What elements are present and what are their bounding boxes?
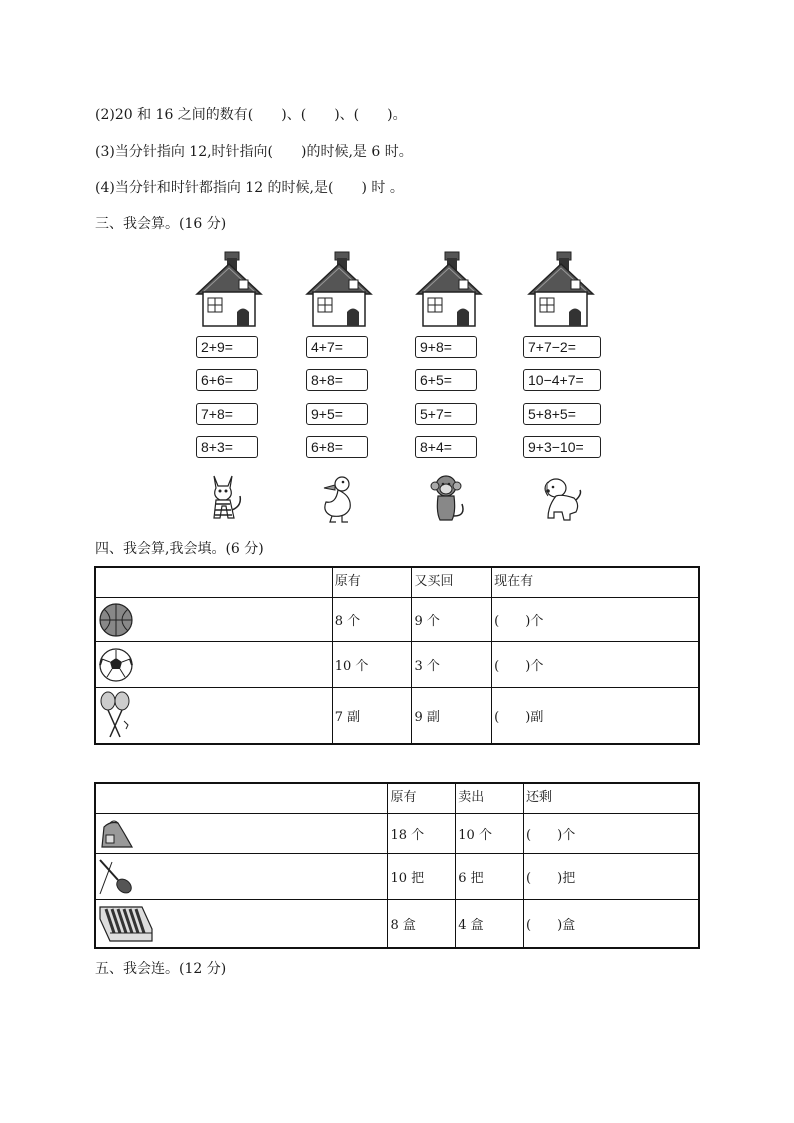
- violin-icon: [98, 858, 136, 896]
- equation-box[interactable]: 7+8=: [196, 403, 258, 425]
- header-cell: [95, 783, 388, 814]
- equation-box[interactable]: 10−4+7=: [523, 369, 601, 391]
- bought-cell: 3 个: [412, 642, 492, 688]
- equation-box[interactable]: 5+7=: [415, 403, 477, 425]
- equation-box[interactable]: 8+3=: [196, 436, 258, 458]
- header-cell: [95, 567, 332, 598]
- question-4: (4)当分针和时针都指向 12 的时候,是( ) 时 。: [95, 180, 404, 196]
- table-header-row: [95, 567, 699, 598]
- backpack-icon: [98, 819, 134, 849]
- header-cell: 原有: [388, 783, 456, 814]
- question-3: (3)当分针指向 12,时针指向( )的时候,是 6 时。: [95, 144, 413, 160]
- item-cell: [95, 598, 332, 642]
- table-row: [95, 854, 699, 900]
- crayon-box-icon: [98, 903, 154, 943]
- house-icon: [303, 250, 375, 330]
- table-row: [95, 814, 699, 854]
- dog-icon: [540, 474, 584, 526]
- cat-icon: [202, 470, 246, 522]
- had-cell: 8 个: [332, 598, 412, 642]
- table-header-row: [95, 783, 699, 814]
- had-cell: 7 副: [332, 688, 412, 744]
- equation-box[interactable]: 8+8=: [306, 369, 368, 391]
- equation-box[interactable]: 9+8=: [415, 336, 477, 358]
- section-4-title: 四、我会算,我会填。(6 分): [95, 541, 264, 557]
- header-cell: 卖出: [456, 783, 524, 814]
- table-row: [95, 598, 699, 642]
- duck-icon: [312, 472, 356, 524]
- bought-cell: 9 个: [412, 598, 492, 642]
- equation-box[interactable]: 9+5=: [306, 403, 368, 425]
- equation-box[interactable]: 6+6=: [196, 369, 258, 391]
- basketball-icon: [98, 602, 134, 638]
- item-cell: [95, 642, 332, 688]
- equation-box[interactable]: 9+3−10=: [523, 436, 601, 458]
- had-cell: 18 个: [388, 814, 456, 854]
- sold-cell: 10 个: [456, 814, 524, 854]
- equation-box[interactable]: 4+7=: [306, 336, 368, 358]
- badminton-racket-icon: [98, 691, 134, 739]
- equation-box[interactable]: 6+8=: [306, 436, 368, 458]
- answer-cell[interactable]: ( )个: [492, 642, 699, 688]
- had-cell: 8 盒: [388, 900, 456, 948]
- question-2: (2)20 和 16 之间的数有( )、( )、( )。: [95, 107, 407, 123]
- sold-cell: 6 把: [456, 854, 524, 900]
- table-row: [95, 900, 699, 948]
- section-5-title: 五、我会连。(12 分): [95, 961, 227, 977]
- equation-box[interactable]: 7+7−2=: [523, 336, 601, 358]
- header-cell: 现在有: [492, 567, 699, 598]
- answer-cell[interactable]: ( )个: [492, 598, 699, 642]
- had-cell: 10 个: [332, 642, 412, 688]
- header-cell: 又买回: [412, 567, 492, 598]
- item-cell: [95, 854, 388, 900]
- sold-cell: 4 盒: [456, 900, 524, 948]
- soccer-ball-icon: [98, 647, 134, 683]
- header-cell: 原有: [332, 567, 412, 598]
- item-cell: [95, 900, 388, 948]
- answer-cell[interactable]: ( )副: [492, 688, 699, 744]
- equation-box[interactable]: 2+9=: [196, 336, 258, 358]
- answer-cell[interactable]: ( )把: [524, 854, 699, 900]
- header-cell: 还剩: [524, 783, 699, 814]
- bought-cell: 9 副: [412, 688, 492, 744]
- equation-box[interactable]: 6+5=: [415, 369, 477, 391]
- answer-cell[interactable]: ( )个: [524, 814, 699, 854]
- item-cell: [95, 814, 388, 854]
- monkey-icon: [424, 472, 468, 524]
- equation-box[interactable]: 5+8+5=: [523, 403, 601, 425]
- equation-box[interactable]: 8+4=: [415, 436, 477, 458]
- sales-table: [94, 782, 700, 949]
- table-row: [95, 688, 699, 744]
- answer-cell[interactable]: ( )盒: [524, 900, 699, 948]
- house-icon: [413, 250, 485, 330]
- house-icon: [525, 250, 597, 330]
- section-3-title: 三、我会算。(16 分): [95, 216, 227, 232]
- table-row: [95, 642, 699, 688]
- item-cell: [95, 688, 332, 744]
- purchase-table: [94, 566, 700, 745]
- had-cell: 10 把: [388, 854, 456, 900]
- house-icon: [193, 250, 265, 330]
